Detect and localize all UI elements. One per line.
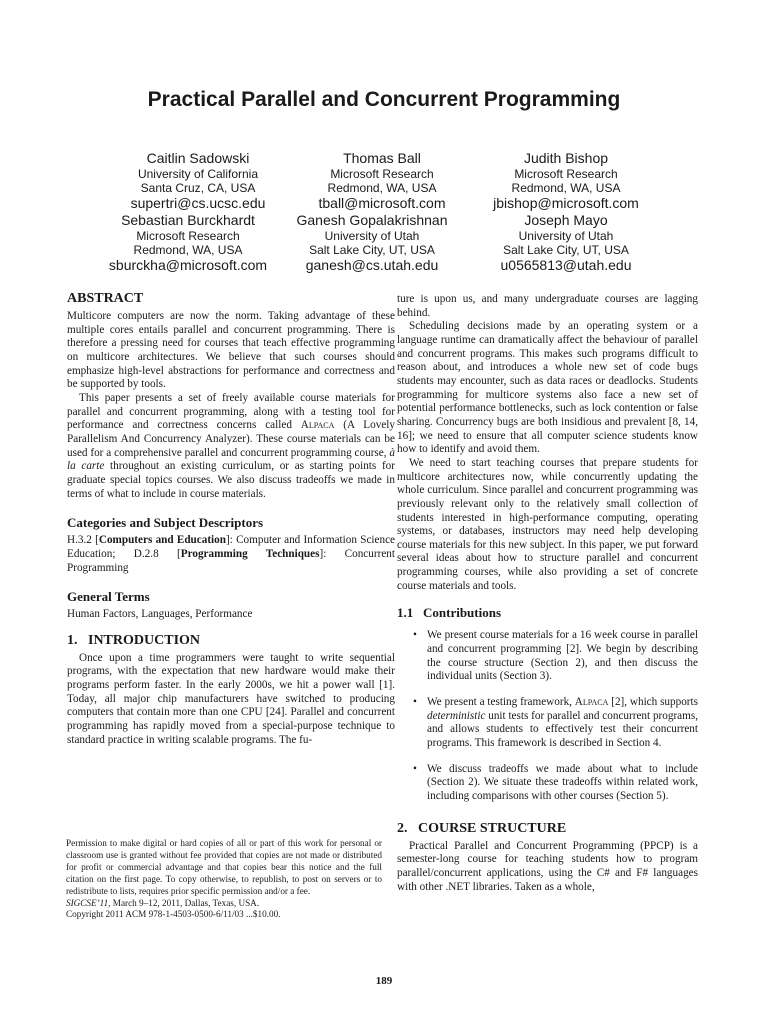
list-item [397,696,698,751]
author-affiliation: Microsoft Research [136,229,240,243]
alpaca-name: Alpaca [574,696,609,709]
author-location: Salt Lake City, UT, USA [309,243,435,257]
author-affiliation: University of California [137,167,259,181]
alpaca-name: Alpaca [300,419,335,432]
author-email: jbishop@microsoft.com [493,195,639,211]
author-name: Ganesh Gopalakrishnan [296,212,448,228]
list-item: • We discuss tradeoffs we made about what to include (Section 2). We situate these tradeoffs within related work, including comparisons with other courses (Section 5). [397,763,698,804]
abstract-paragraph: Multicore computers are now the norm. Taking advantage of these multiple cores entails parallel and concurrent programming. There is therefore a pressing need for courses that teach effective programming on multicore architectures. We believe that such courses should emphasize high-level abstractions for performance and correctness and be supported by tools. [67,310,395,391]
author-affiliation: Microsoft Research [330,167,434,181]
contributions-heading: 1.1 Contributions [397,605,502,621]
author-email: sburckha@microsoft.com [108,257,268,273]
abstract-italic: à la carte [67,446,395,473]
intro-paragraph: Scheduling decisions made by an operating system or a language runtime can dramatically affect the behaviour of parallel and concurrent programs. This makes such programs difficult to reason about, and introduces a whole new set of code bugs students may encounter, such as data races or deadlocks. Students programming for multicore systems also face a new set of potential performance bottlenecks, such as lock contention or false sharing. Concurrency bugs are both insidious and prevalent [8, 14, 16]; we need to ensure that all computer science students know how to identify and avoid them. [397,320,698,456]
author-affiliation: University of Utah [324,229,420,243]
conference-line [66,898,382,910]
abstract-text: This paper presents a set of freely available course materials for parallel and concurrent programming, along with a testing tool for performance and correctness concerns called [67,391,395,432]
author-location: Santa Cruz, CA, USA [140,181,256,195]
categories-bold: Programming Techniques [180,547,320,560]
copyright-line: Copyright 2011 ACM 978-1-4503-0500-6/11/03 ...$10.00. [66,909,281,920]
intro-paragraph: Once upon a time programmers were taught to write sequential programs, with the expectation that new hardware would make their programs perform faster. In the early 2000s, we hit a power wall [1]. Today, all major chip manufacturers have switched to producing computers that contain more than one CPU [24]. Parallel and concurrent programming has rapidly moved from a special-purpose technique to standard practice in writing scalable programs. The fu- [67,651,395,746]
general-terms-text: Human Factors, Languages, Performance [67,608,253,621]
course-structure-heading: 2. COURSE STRUCTURE [397,820,567,836]
conference-name: SIGCSE’11, [66,897,111,908]
list-text: [2], which supports [608,696,698,709]
general-terms-heading: General Terms [67,589,150,605]
intro-paragraph: We need to start teaching courses that prepare students for multicore architectures now, while concurrently updating the whole curriculum. Since parallel and concurrent programming was previously relevant only to the relatively small collection of students interested in high-performance computing, operating systems, or databases, instructors may need help developing course materials for this new subject. In this paper, we put forward several ideas about how to structure parallel and concurrent programming courses, while also providing a set of concrete course materials and tools. [397,456,698,592]
abstract-heading: ABSTRACT [67,291,144,306]
author-email: supertri@cs.ucsc.edu [130,195,266,211]
permission-notice [66,838,382,921]
author-name: Thomas Ball [343,150,421,166]
categories-bold: Computers and Education [98,534,226,547]
paper-title: Practical Parallel and Concurrent Programming [147,88,621,111]
right-column [397,293,698,894]
author-location: Redmond, WA, USA [133,243,243,257]
abstract-text: (A Lovely Parallelism And Concurrency Analyzer). These course materials can be used for a comprehensive parallel and concurrent programming course, [67,419,395,459]
categories-fragment: ]: Concurrent Programming [67,547,395,574]
categories-fragment: ]: Computer and Information Science Education; D.2.8 [ [67,534,396,560]
page-number: 189 [375,975,393,987]
author-name: Joseph Mayo [524,212,608,228]
permission-text: Permission to make digital or hard copies of all or part of this work for personal or classroom use is granted without fee provided that copies are not made or distributed for profit or commercial advantage and that copies bear this notice and the full citation on the first page. To copy otherwise, to republish, to post on servers or to redistribute to lists, requires prior specific permission and/or a fee. [66,838,382,896]
categories-heading: Categories and Subject Descriptors [67,515,264,531]
conference-details: March 9–12, 2011, Dallas, Texas, USA. [110,897,260,908]
left-column [67,290,395,747]
list-text: We present a testing framework, [427,696,575,709]
author-location: Salt Lake City, UT, USA [503,243,629,257]
author-name: Sebastian Burckhardt [121,212,255,228]
author-name: Judith Bishop [523,150,609,166]
introduction-heading: 1. INTRODUCTION [67,632,201,648]
author-affiliation: Microsoft Research [514,167,618,181]
intro-paragraph-continued: ture is upon us, and many undergraduate courses are lagging behind. [397,293,698,319]
author-block [446,150,686,212]
author-block [446,212,686,274]
author-email: tball@microsoft.com [318,195,446,211]
list-text: unit tests for parallel and concurrent programs, and allows students to effectively test their concurrent programs. This framework is described in Section 4. [427,709,698,750]
author-location: Redmond, WA, USA [327,181,437,195]
contributions-list [397,629,698,803]
abstract-paragraph [67,392,395,501]
list-italic: deterministic [427,709,486,722]
categories-fragment: H.3.2 [ [67,534,99,547]
list-item: • We present course materials for a 16 week course in parallel and concurrent programming [2]. We begin by describing the course structure (Section 2), and then discuss the individual units (Section 3). [397,629,698,684]
author-affiliation: University of Utah [518,229,614,243]
author-email: ganesh@cs.utah.edu [305,257,439,273]
author-email: u0565813@utah.edu [500,257,632,273]
author-location: Redmond, WA, USA [511,181,621,195]
author-name: Caitlin Sadowski [146,150,250,166]
categories-text [67,534,395,575]
abstract-text: throughout an existing curriculum, or as starting points for graduate special topics courses. We also discuss tradeoffs we made in terms of what to include in course materials. [67,460,395,500]
course-structure-paragraph: Practical Parallel and Concurrent Programming (PPCP) is a semester-long course for teaching students how to program parallel/concurrent applications, using the C# and F# languages with other .NET libraries. Taken as a whole, [397,839,698,893]
